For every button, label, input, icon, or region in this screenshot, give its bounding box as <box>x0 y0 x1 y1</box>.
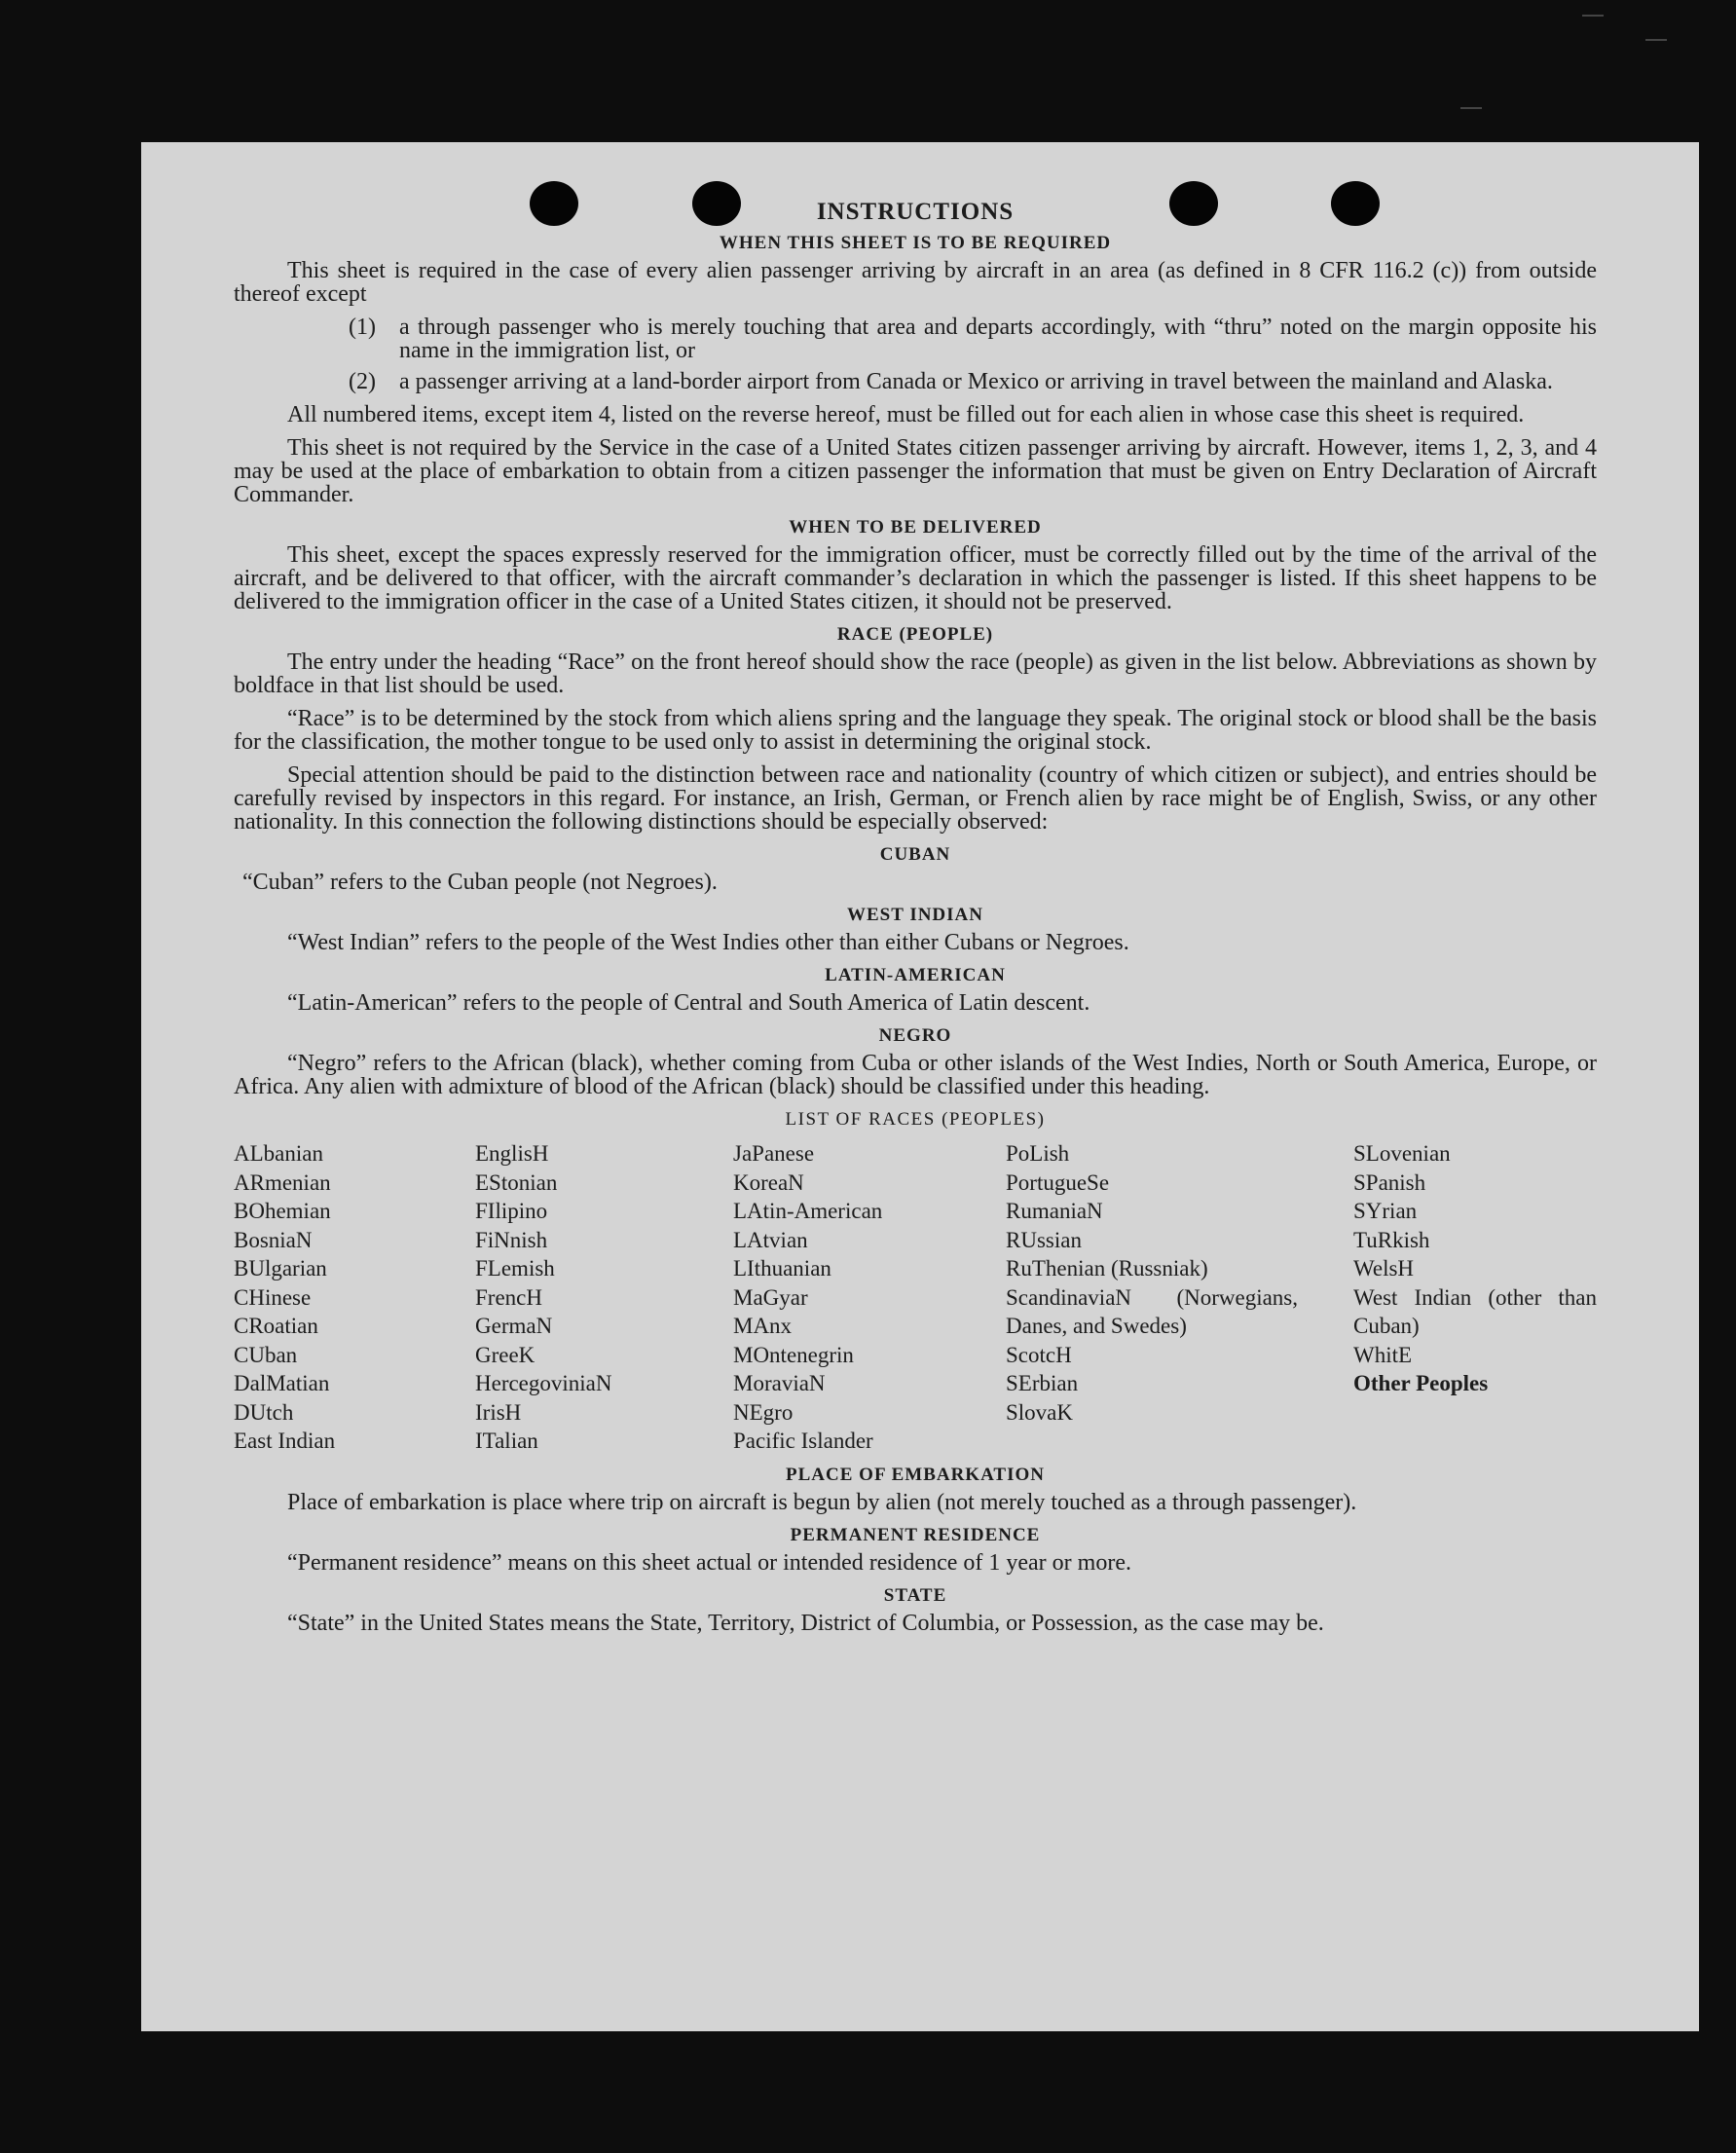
race-item: BOhemian <box>234 1199 331 1223</box>
race-item: LIthuanian <box>733 1256 831 1281</box>
race-item: PortugueSe <box>1006 1169 1110 1195</box>
section-heading-cuban: CUBAN <box>879 844 951 865</box>
section-heading-place-of-embarkation: PLACE OF EMBARKATION <box>786 1464 1045 1485</box>
race-item: LAtvian <box>733 1227 808 1252</box>
paragraph-permanent-residence: “Permanent residence” means on this sheet actual or intended residence of 1 year or more. <box>287 1549 1131 1576</box>
races-column-1 <box>234 1139 475 1456</box>
scan-mark <box>1582 15 1604 17</box>
race-item: IrisH <box>475 1399 522 1425</box>
race-item: HercegoviniaN <box>475 1371 612 1395</box>
race-item: ARmenian <box>234 1169 331 1195</box>
section-heading-state: STATE <box>883 1584 947 1606</box>
race-item: TuRkish <box>1353 1227 1430 1252</box>
race-item: KoreaN <box>733 1169 804 1195</box>
race-item: MoraviaN <box>733 1371 826 1395</box>
race-item: SYrian <box>1353 1199 1418 1223</box>
section-heading-list-of-races: LIST OF RACES (PEOPLES) <box>785 1109 1046 1130</box>
races-column-2 <box>475 1139 733 1456</box>
race-item: EnglisH <box>475 1141 549 1166</box>
races-column-3 <box>733 1139 1006 1456</box>
list-item-number: (1) <box>349 315 376 340</box>
paragraph-west-indian: “West Indian” refers to the people of the West Indies other than either Cubans or Negroes. <box>287 930 1129 955</box>
paragraph-latin-american: “Latin-American” refers to the people of Central and South America of Latin descent. <box>287 990 1090 1016</box>
race-item: GreeK <box>475 1342 536 1367</box>
race-item: ScandinaviaN (Norwegians, Danes, and Swedes) <box>1006 1284 1298 1338</box>
race-item: ScotcH <box>1006 1342 1072 1367</box>
races-column-5 <box>1353 1139 1597 1456</box>
paragraph-state: “State” in the United States means the State, Territory, District of Columbia, or Possession, as the case may be. <box>287 1610 1324 1636</box>
list-item-text: a through passenger who is merely touching that area and departs accordingly, with “thru” noted on the margin opposite his name in the immigration list, or <box>399 315 1597 363</box>
race-item: CRoatian <box>234 1314 318 1338</box>
race-item: FLemish <box>475 1256 555 1281</box>
scan-mark <box>1460 107 1482 109</box>
race-item: WelsH <box>1353 1256 1415 1281</box>
race-item: FrencH <box>475 1284 542 1310</box>
list-item-text: a passenger arriving at a land-border airport from Canada or Mexico or arriving in travel between the mainland and Alaska. <box>399 369 1553 394</box>
scan-mark <box>1645 39 1667 41</box>
paragraph-race-2: “Race” is to be determined by the stock from which aliens spring and the language they speak. The original stock or blood shall be the basis for the classification, the mother tongue to be used only to assist in determining the original stock. <box>234 706 1597 755</box>
race-item: WhitE <box>1353 1342 1413 1367</box>
paragraph-when-required-intro: This sheet is required in the case of every alien passenger arriving by aircraft in an area (as defined in 8 CFR 116.2 (c)) from outside thereof except <box>234 258 1597 307</box>
section-heading-permanent-residence: PERMANENT RESIDENCE <box>790 1524 1041 1545</box>
page-title: INSTRUCTIONS <box>816 199 1015 225</box>
race-item: BUlgarian <box>234 1256 327 1281</box>
section-heading-west-indian: WEST INDIAN <box>847 905 983 925</box>
document-sheet <box>141 142 1699 2031</box>
race-item: FiNnish <box>475 1227 548 1252</box>
race-item: FIlipino <box>475 1199 548 1223</box>
paragraph-citizen: This sheet is not required by the Service in the case of a United States citizen passenger arriving by aircraft. However, items 1, 2, 3, and 4 may be used at the place of embarkation to obtain from a citizen passenger the information that must be given on Entry Declaration of Aircraft Commander. <box>234 435 1597 507</box>
race-item: SErbian <box>1006 1371 1079 1395</box>
list-item <box>349 316 1597 362</box>
race-item: MaGyar <box>733 1284 808 1310</box>
race-item: MAnx <box>733 1314 793 1338</box>
race-item: GermaN <box>475 1314 553 1338</box>
race-item: Other Peoples <box>1353 1371 1489 1395</box>
section-heading-when-required: WHEN THIS SHEET IS TO BE REQUIRED <box>719 233 1112 253</box>
race-item: CHinese <box>234 1284 312 1310</box>
race-item: West Indian (other than Cuban) <box>1353 1284 1597 1338</box>
race-item: RuThenian (Russniak) <box>1006 1256 1208 1281</box>
race-item: SlovaK <box>1006 1399 1073 1425</box>
paragraph-place-of-embarkation: Place of embarkation is place where trip on aircraft is begun by alien (not merely touched as a through passenger). <box>287 1489 1357 1515</box>
race-item: ITalian <box>475 1429 538 1453</box>
race-item: BosniaN <box>234 1227 313 1252</box>
instructions-content <box>234 201 1597 1645</box>
paragraph-when-delivered: This sheet, except the spaces expressly reserved for the immigration officer, must be correctly filled out by the time of the arrival of the aircraft, and be delivered to that officer, with the aircraft commander’s declaration in which the passenger is listed. If this sheet happens to be delivered to the immigration officer in the case of a United States citizen, it should not be preserved. <box>234 542 1597 614</box>
paragraph-numbered-items: All numbered items, except item 4, listed on the reverse hereof, must be filled out for each alien in whose case this sheet is required. <box>287 402 1525 427</box>
paragraph-negro: “Negro” refers to the African (black), whether coming from Cuba or other islands of the West Indies, North or South America, Europe, or Africa. Any alien with admixture of blood of the African (black) should be classified under this heading. <box>234 1051 1597 1099</box>
paragraph-cuban: “Cuban” refers to the Cuban people (not Negroes). <box>242 870 718 895</box>
race-item: NEgro <box>733 1399 794 1425</box>
section-heading-when-delivered: WHEN TO BE DELIVERED <box>789 517 1042 538</box>
list-item <box>349 370 1597 393</box>
race-item: ALbanian <box>234 1141 323 1166</box>
race-item: DalMatian <box>234 1371 330 1395</box>
race-item: Pacific Islander <box>733 1429 873 1453</box>
race-item: CUban <box>234 1342 298 1367</box>
race-item: SLovenian <box>1353 1141 1451 1166</box>
races-column-4 <box>1006 1139 1353 1456</box>
race-item: SPanish <box>1353 1169 1426 1195</box>
race-item: PoLish <box>1006 1141 1070 1166</box>
section-heading-negro: NEGRO <box>878 1025 952 1046</box>
paragraph-race-3: Special attention should be paid to the distinction between race and nationality (country of which citizen or subject), and entries should be carefully revised by inspectors in this regard. For instance, an Irish, German, or French alien by race might be of English, Swiss, or any other nationality. In this connection the following distinctions should be especially observed: <box>234 762 1597 835</box>
race-item: JaPanese <box>733 1141 815 1166</box>
race-item: East Indian <box>234 1429 336 1453</box>
race-item: RUssian <box>1006 1227 1082 1252</box>
paragraph-race-1: The entry under the heading “Race” on the front hereof should show the race (people) as given in the list below. Abbreviations as shown by boldface in that list should be used. <box>234 650 1597 698</box>
section-heading-race: RACE (PEOPLE) <box>836 624 994 645</box>
races-list <box>234 1139 1597 1456</box>
list-item-number: (2) <box>349 369 376 394</box>
section-heading-latin-american: LATIN-AMERICAN <box>825 965 1006 985</box>
race-item: EStonian <box>475 1169 558 1195</box>
race-item: RumaniaN <box>1006 1199 1103 1223</box>
race-item: DUtch <box>234 1399 294 1425</box>
race-item: LAtin-American <box>733 1199 883 1223</box>
race-item: MOntenegrin <box>733 1342 854 1367</box>
exception-list <box>349 316 1597 393</box>
